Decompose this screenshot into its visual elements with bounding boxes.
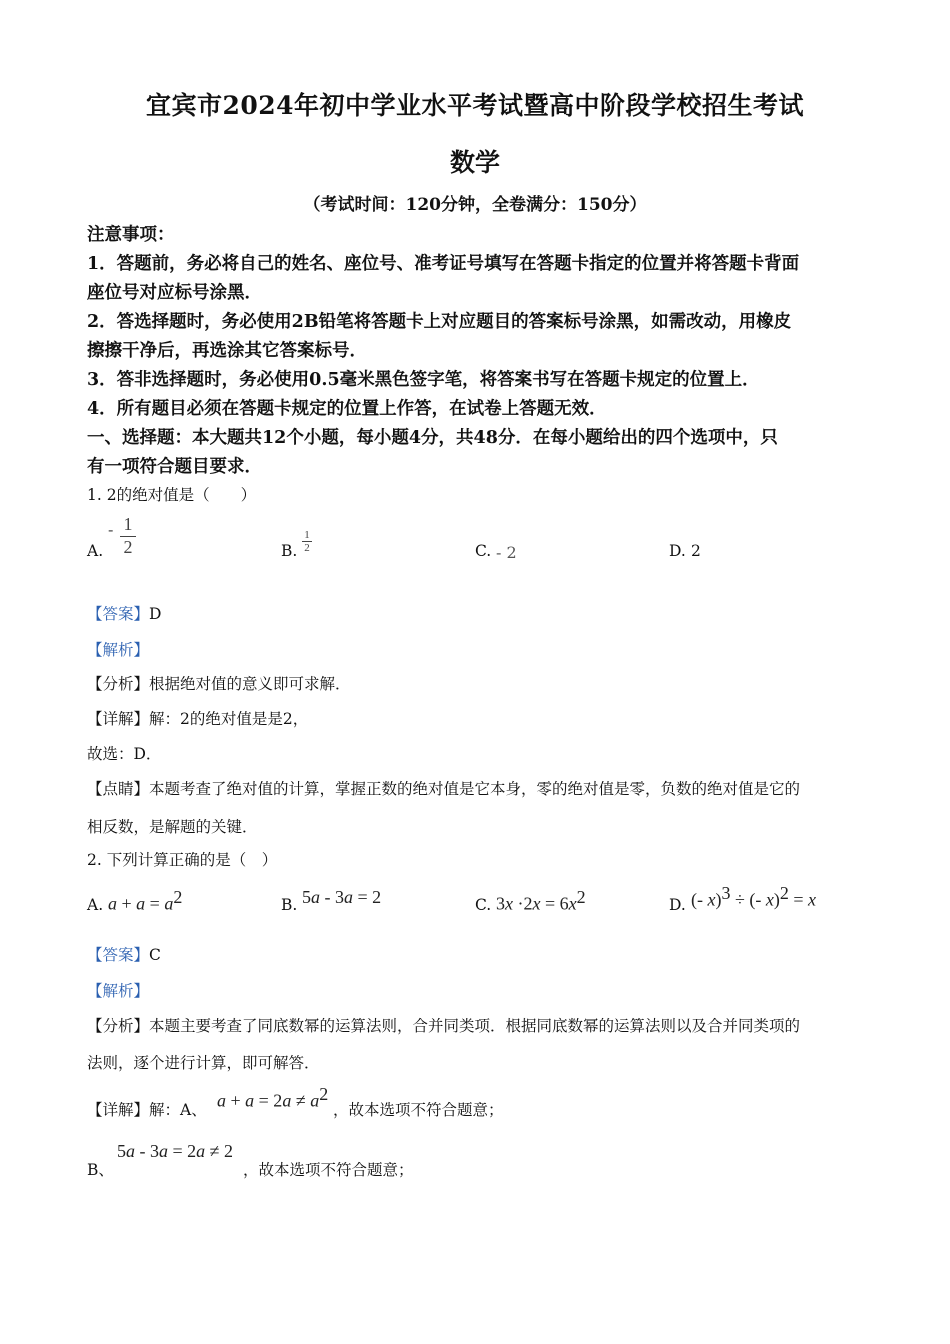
fraction-numerator: 1 (304, 529, 310, 541)
q2-option-c-label: C. (475, 896, 492, 914)
section-heading: 一、选择题：本大题共12个小题，每小题4分，共48分．在每小题给出的四个选项中，只 (87, 428, 778, 448)
q1-option-d-value: 2 (691, 542, 701, 560)
q2-fenxi-cont: 法则，逐个进行计算，即可解答． (87, 1054, 320, 1072)
q1-dianjing-cont: 相反数，是解题的关键． (87, 818, 258, 836)
q1-dianjing (87, 777, 800, 799)
q2-answer (87, 943, 161, 965)
exam-title: 宜宾市2024年初中学业水平考试暨高中阶段学校招生考试 (145, 91, 805, 120)
q2-option-a-formula: $a + a = a^2$ (108, 887, 183, 914)
subject-title: 数学 (449, 148, 500, 177)
note-line: 2．答选择题时，务必使用2B铅笔将答题卡上对应题目的答案标号涂黑，如需改动，用橡皮 (87, 312, 792, 332)
answer-value: D (149, 605, 162, 623)
q2-xiangjie-a-formula: $a + a = 2a \ne a^2$ (217, 1084, 329, 1111)
dianjing-text: 本题考查了绝对值的计算，掌握正数的绝对值是它本身，零的绝对值是零，负数的绝对值是它的 (149, 780, 801, 798)
note-line: 1．答题前，务必将自己的姓名、座位号、准考证号填写在答题卡指定的位置并将答题卡背面 (87, 254, 800, 274)
question-1-stem: 1. 2的绝对值是（ ） (87, 486, 257, 504)
dianjing-tag: 【点睛】 (87, 780, 150, 798)
answer-tag: 【答案】 (87, 605, 150, 623)
xiangjie-text: 解：2的绝对值是是2， (149, 710, 309, 728)
fraction-numerator: 1 (123, 514, 133, 534)
q2-option-b-formula: 5a - 3a = 2 (302, 887, 382, 907)
q1-fenxi (87, 672, 351, 694)
q1-option-b-label: B. (281, 542, 298, 560)
q1-option-a-sign: - (108, 520, 114, 539)
question-2-stem: 2. 下列计算正确的是（ ） (87, 851, 278, 869)
q1-option-c-value: - 2 (496, 543, 517, 562)
q2-xiangjie-a (87, 1098, 207, 1120)
q2-analysis-tag: 【解析】 (87, 982, 150, 1000)
q1-option-a-label: A. (87, 542, 104, 560)
q1-option-b-fraction (302, 529, 312, 554)
q2-xiangjie-b-suffix: ，故本选项不符合题意； (243, 1161, 414, 1179)
answer-tag: 【答案】 (87, 946, 150, 964)
fraction-denominator: 2 (304, 542, 310, 554)
note-line: 4．所有题目必须在答题卡规定的位置上作答，在试卷上答题无效． (87, 399, 607, 419)
q2-option-d-formula: (- x)$^3$ ÷ (- x)$^2$ = x (691, 883, 817, 910)
note-line: 3．答非选择题时，务必使用0.5毫米黑色签字笔，将答案书写在答题卡规定的位置上． (87, 370, 760, 390)
q1-option-d-label: D. (669, 542, 686, 560)
q1-choice: 故选：D． (87, 745, 162, 763)
section-heading-cont: 有一项符合题目要求． (87, 457, 262, 477)
q2-xiangjie-a-suffix: ，故本选项不符合题意； (333, 1101, 504, 1119)
exam-time: （考试时间：120分钟，全卷满分：150分） (303, 195, 647, 215)
q2-fenxi (87, 1014, 800, 1036)
fenxi-text: 本题主要考查了同底数幂的运算法则，合并同类项．根据同底数幂的运算法则以及合并同类项的 (149, 1017, 801, 1035)
q2-option-c-formula: $3x \cdot 2x = 6x^2$ (496, 887, 586, 914)
notes-heading: 注意事项： (87, 225, 175, 245)
fraction-denominator: 2 (123, 537, 133, 557)
xiangjie-a-prefix: 解：A、 (149, 1101, 207, 1119)
xiangjie-tag: 【详解】 (87, 710, 150, 728)
q2-xiangjie-b-formula: 5a - 3a = 2a ≠ 2 (117, 1141, 234, 1161)
fenxi-tag: 【分析】 (87, 1017, 150, 1035)
q2-option-a-label: A. (87, 896, 104, 914)
q2-option-b-label: B. (281, 896, 298, 914)
q2-xiangjie-b-prefix: B、 (87, 1161, 114, 1179)
q2-option-d-label: D. (669, 896, 686, 914)
q1-option-c-label: C. (475, 542, 492, 560)
note-line: 座位号对应标号涂黑． (87, 283, 262, 303)
fenxi-text: 根据绝对值的意义即可求解． (149, 675, 351, 693)
q1-answer (87, 602, 161, 624)
q1-option-a-fraction (120, 514, 136, 557)
q1-xiangjie (87, 707, 308, 729)
fenxi-tag: 【分析】 (87, 675, 150, 693)
xiangjie-tag: 【详解】 (87, 1101, 150, 1119)
q1-analysis-tag: 【解析】 (87, 641, 150, 659)
answer-value: C (149, 946, 161, 964)
note-line: 擦擦干净后，再选涂其它答案标号． (87, 341, 367, 361)
